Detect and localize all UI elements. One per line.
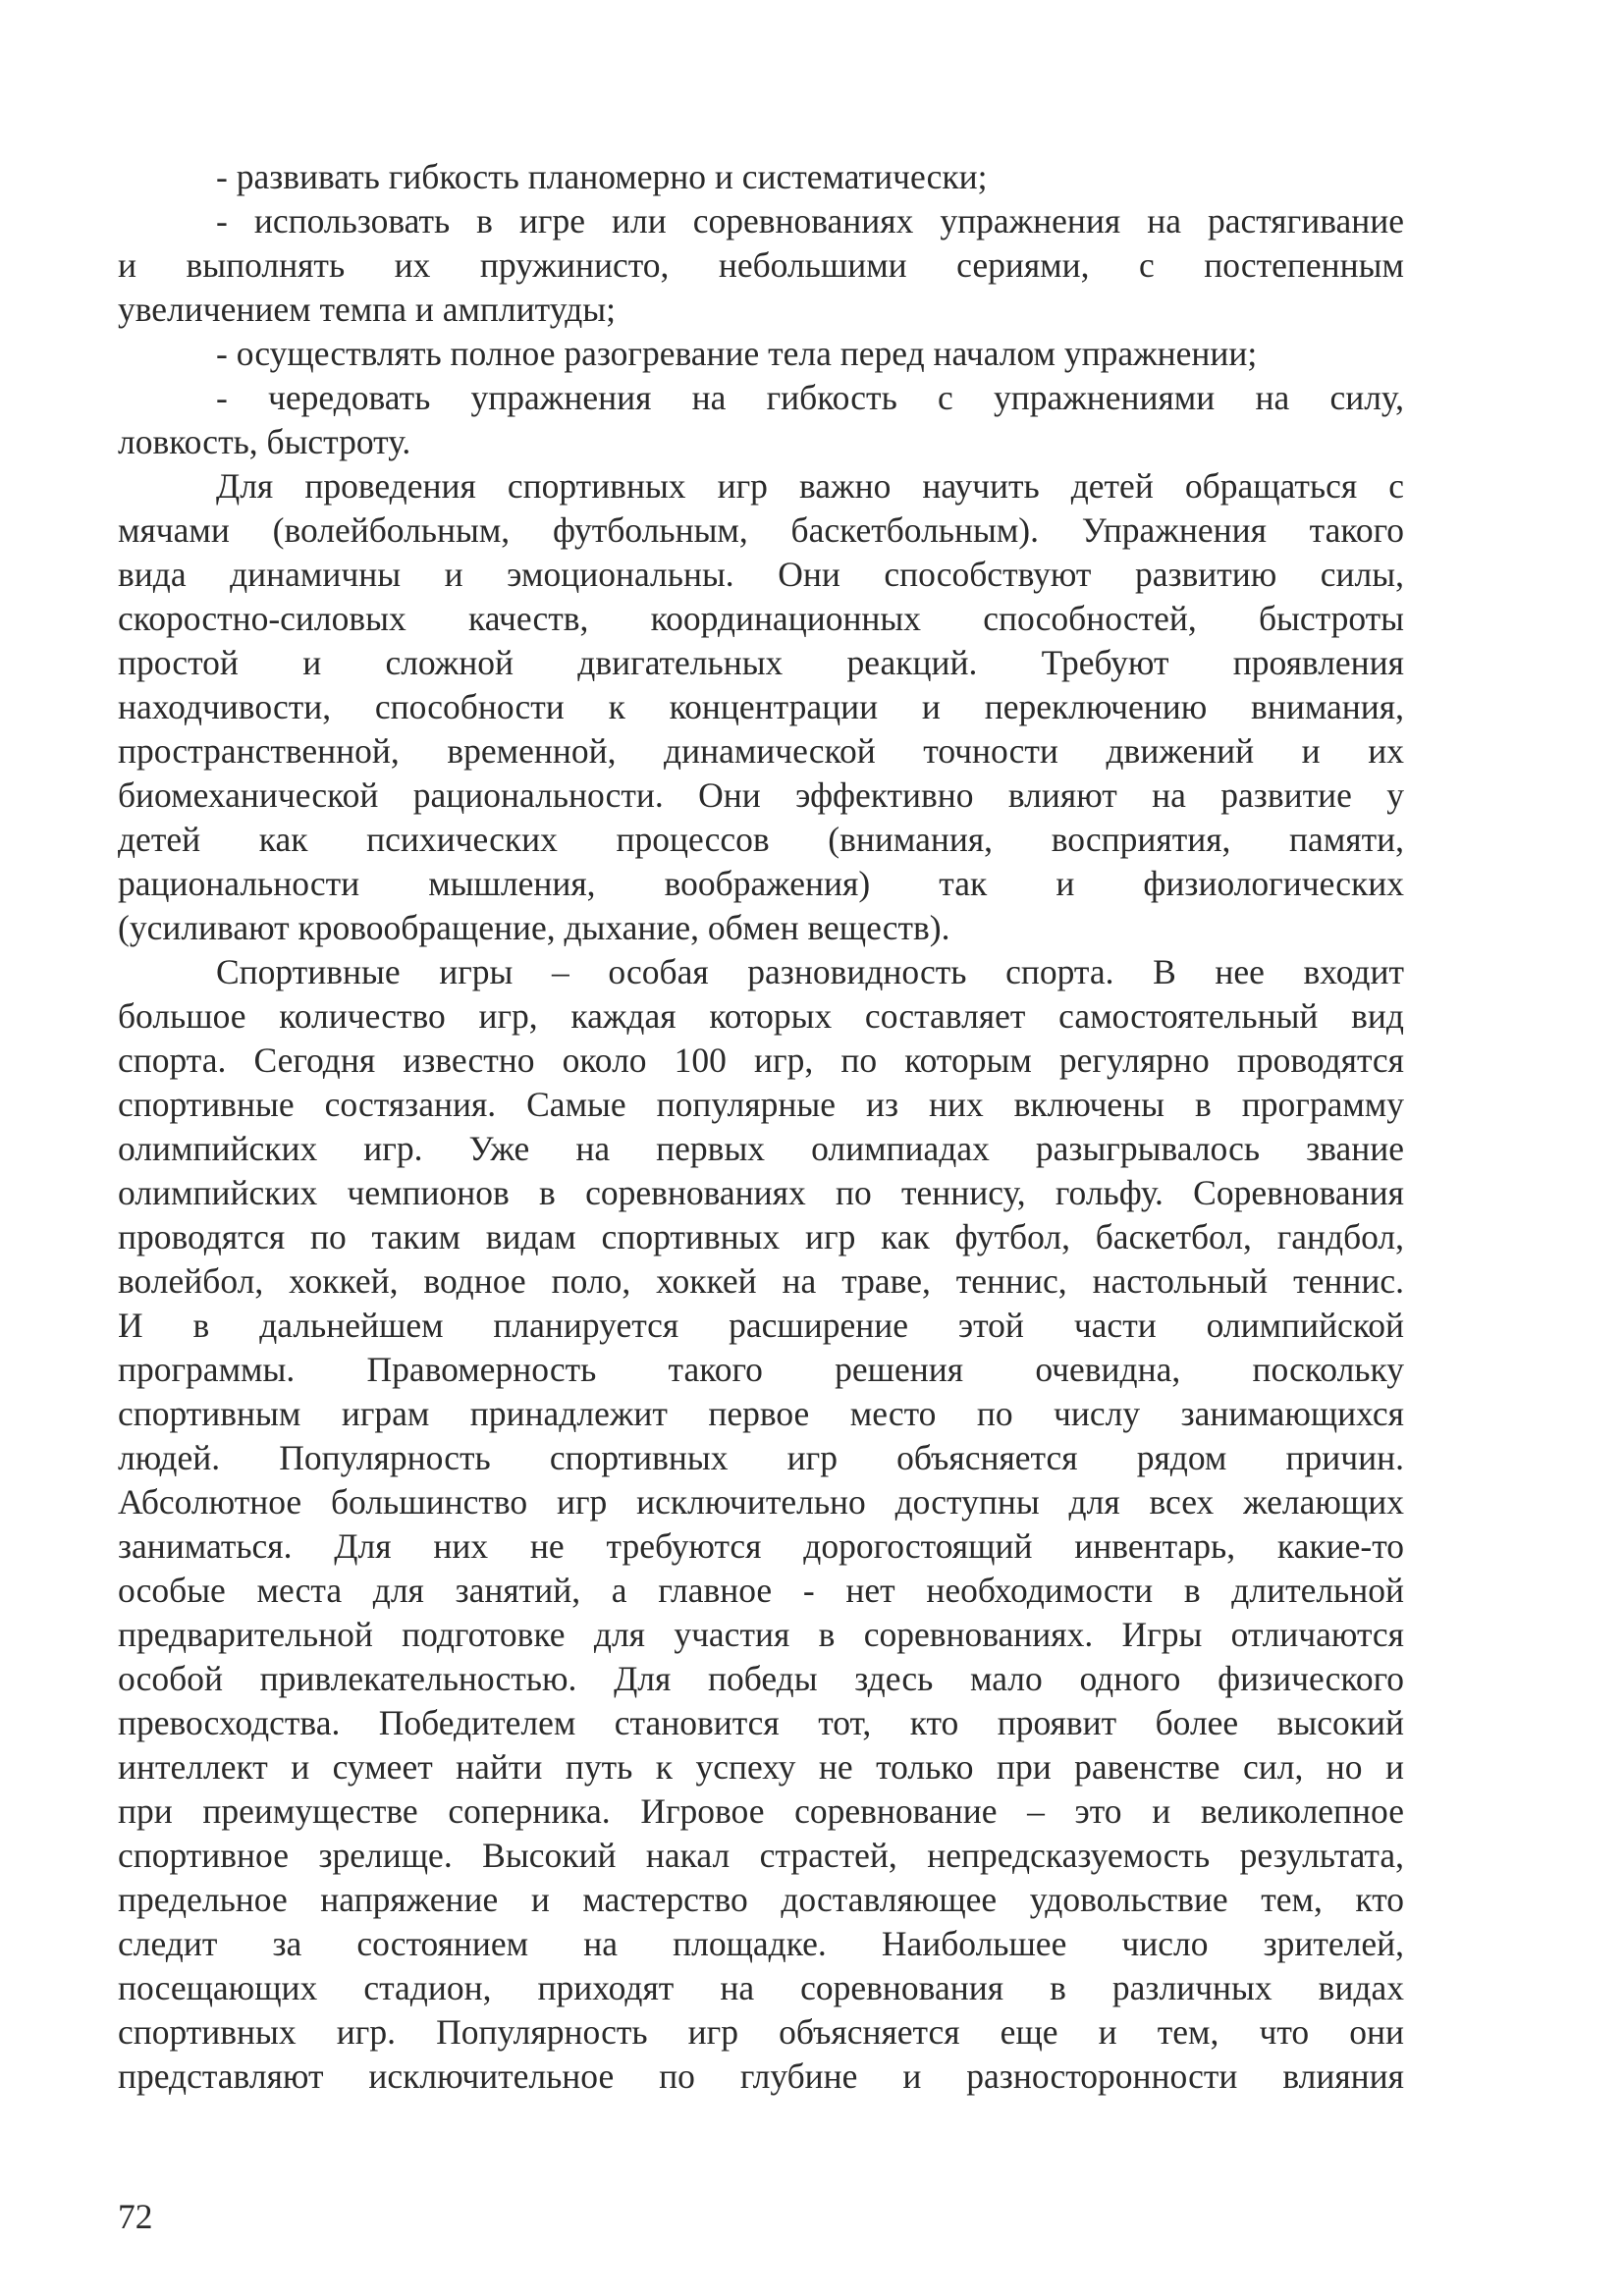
text-line: олимпийских чемпионов в соревнованиях по теннису, гольфу. Соревнования <box>118 1173 1404 1212</box>
text-line: - чередовать упражнения на гибкость с упражнениями на силу, <box>216 378 1404 417</box>
text-line: спортивное зрелище. Высокий накал страстей, непредсказуемость результата, <box>118 1836 1404 1875</box>
text-line: большое количество игр, каждая которых составляет самостоятельный вид <box>118 996 1404 1036</box>
text-line: увеличением темпа и амплитуды; <box>118 290 616 329</box>
text-line: и выполнять их пружинисто, небольшими сериями, с постепенным <box>118 245 1404 285</box>
text-line: проводятся по таким видам спортивных игр как футбол, баскетбол, гандбол, <box>118 1217 1404 1256</box>
text-line: - использовать в игре или соревнованиях упражнения на растягивание <box>216 201 1404 240</box>
text-line: превосходства. Победителем становится тот, кто проявит более высокий <box>118 1703 1404 1742</box>
text-line: спортивным играм принадлежит первое место по числу занимающихся <box>118 1394 1404 1433</box>
text-line: простой и сложной двигательных реакций. Требуют проявления <box>118 643 1404 682</box>
text-line: Для проведения спортивных игр важно научить детей обращаться с <box>216 466 1404 506</box>
page-number: 72 <box>118 2197 153 2236</box>
text-line: людей. Популярность спортивных игр объясняется рядом причин. <box>118 1438 1404 1477</box>
text-line: И в дальнейшем планируется расширение этой части олимпийской <box>118 1306 1404 1345</box>
text-line: спорта. Сегодня известно около 100 игр, по которым регулярно проводятся <box>118 1041 1404 1080</box>
text-line: волейбол, хоккей, водное поло, хоккей на траве, теннис, настольный теннис. <box>118 1261 1404 1301</box>
text-line: спортивных игр. Популярность игр объясняется еще и тем, что они <box>118 2012 1404 2052</box>
text-line: Абсолютное большинство игр исключительно доступны для всех желающих <box>118 1482 1404 1522</box>
text-line: следит за состоянием на площадке. Наибольшее число зрителей, <box>118 1924 1404 1963</box>
text-line: скоростно-силовых качеств, координационных способностей, быстроты <box>118 599 1404 638</box>
text-line: программы. Правомерность такого решения очевидна, поскольку <box>118 1350 1404 1389</box>
text-line: интеллект и сумеет найти путь к успеху не только при равенстве сил, но и <box>118 1747 1404 1787</box>
text-line: предварительной подготовке для участия в соревнованиях. Игры отличаются <box>118 1615 1404 1654</box>
text-line: (усиливают кровообращение, дыхание, обмен веществ). <box>118 908 950 947</box>
text-line: спортивные состязания. Самые популярные из них включены в программу <box>118 1085 1404 1124</box>
text-line: представляют исключительное по глубине и разносторонности влияния <box>118 2056 1404 2096</box>
text-line: при преимуществе соперника. Игровое соревнование – это и великолепное <box>118 1791 1404 1831</box>
text-line: рациональности мышления, воображения) так и физиологических <box>118 864 1404 903</box>
text-line: олимпийских игр. Уже на первых олимпиадах разыгрывалось звание <box>118 1129 1404 1168</box>
text-line: ловкость, быстроту. <box>118 422 411 461</box>
text-line: предельное напряжение и мастерство доставляющее удовольствие тем, кто <box>118 1880 1404 1919</box>
text-line: - осуществлять полное разогревание тела перед началом упражнении; <box>216 334 1258 373</box>
text-line: биомеханической рациональности. Они эффективно влияют на развитие у <box>118 775 1404 815</box>
text-line: Спортивные игры – особая разновидность спорта. В нее входит <box>216 952 1404 991</box>
text-line: заниматься. Для них не требуются дорогостоящий инвентарь, какие-то <box>118 1526 1404 1566</box>
document-body <box>118 155 1404 2099</box>
text-line: особой привлекательностью. Для победы здесь мало одного физического <box>118 1659 1404 1698</box>
text-line: - развивать гибкость планомерно и систематически; <box>216 157 988 196</box>
text-line: детей как психических процессов (внимания, восприятия, памяти, <box>118 820 1404 859</box>
text-line: мячами (волейбольным, футбольным, баскетбольным). Упражнения такого <box>118 510 1404 550</box>
text-line: особые места для занятий, а главное - нет необходимости в длительной <box>118 1571 1404 1610</box>
text-line: вида динамичны и эмоциональны. Они способствуют развитию силы, <box>118 555 1404 594</box>
text-line: посещающих стадион, приходят на соревнования в различных видах <box>118 1968 1404 2007</box>
text-line: пространственной, временной, динамической точности движений и их <box>118 731 1404 771</box>
text-line: находчивости, способности к концентрации и переключению внимания, <box>118 687 1404 726</box>
